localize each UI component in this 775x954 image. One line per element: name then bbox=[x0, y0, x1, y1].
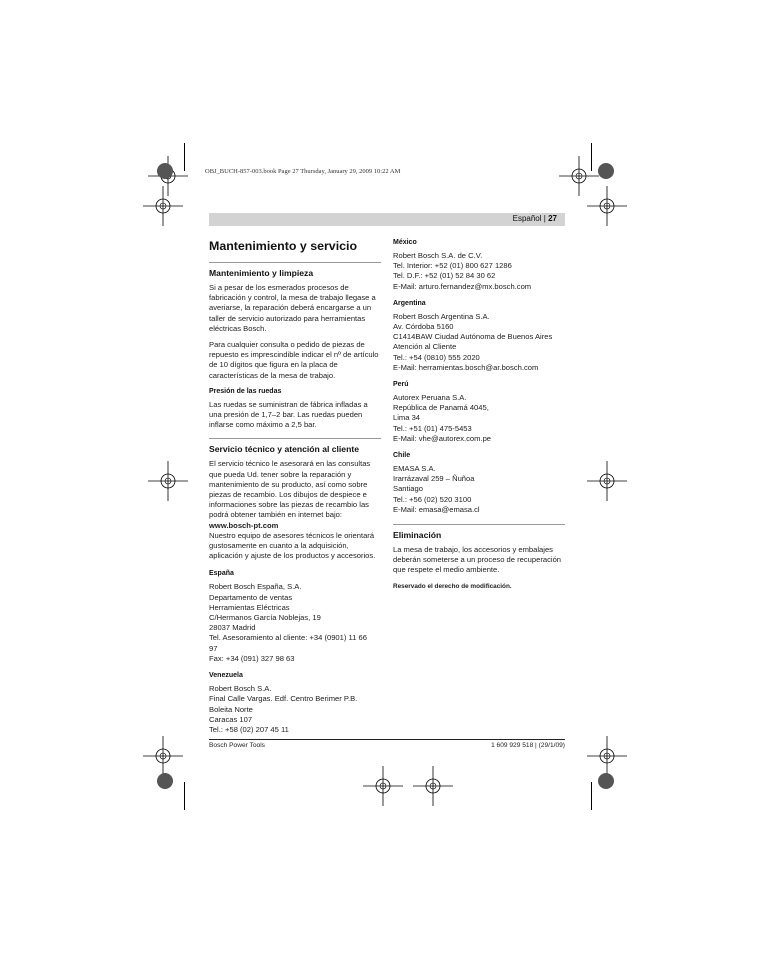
registration-mark-mid-left bbox=[148, 461, 188, 501]
crop-line-bottom-left bbox=[184, 782, 185, 810]
registration-mark-top-right-2 bbox=[587, 186, 627, 226]
address-chile bbox=[393, 464, 565, 515]
address-line: Av. Córdoba 5160 bbox=[393, 322, 454, 332]
footer-brand: Bosch Power Tools bbox=[209, 742, 265, 749]
rights-reserved-note: Reservado el derecho de modificación. bbox=[393, 582, 512, 590]
footer-rule bbox=[209, 739, 565, 740]
address-line: Tel.: +54 (0810) 555 2020 bbox=[393, 352, 480, 362]
address-venezuela bbox=[209, 684, 381, 735]
address-line: Tel. D.F.: +52 (01) 52 84 30 62 bbox=[393, 271, 496, 281]
address-line: Irarrázaval 259 – Ñuñoa bbox=[393, 474, 475, 484]
section-heading-service: Servicio técnico y atención al cliente bbox=[209, 438, 381, 455]
address-argentina bbox=[393, 312, 565, 373]
registration-mark-bottom-left bbox=[143, 736, 183, 776]
maintenance-paragraph-1: Si a pesar de los esmerados procesos de fabricación y control, la mesa de trabajo llegase a averiarse, la reparación deberá encargarse a un taller de servicio autorizado para herramientas eléctricas Bosch. bbox=[209, 283, 376, 333]
address-line: Tel. Interior: +52 (01) 800 627 1286 bbox=[393, 261, 512, 271]
address-line: C1414BAW Ciudad Autónoma de Buenos Aires bbox=[393, 332, 553, 342]
registration-mark-bottom-right bbox=[587, 736, 627, 776]
registration-mark-mid-right bbox=[587, 461, 627, 501]
address-line: E-Mail: herramientas.bosch@ar.bosch.com bbox=[393, 362, 539, 372]
address-line: Tel.: +58 (02) 207 45 11 bbox=[209, 724, 289, 734]
address-line: Autorex Peruana S.A. bbox=[393, 393, 467, 403]
address-line: E-Mail: arturo.fernandez@mx.bosch.com bbox=[393, 281, 532, 291]
address-line: Lima 34 bbox=[393, 413, 421, 423]
address-line: Tel.: +51 (01) 475-5453 bbox=[393, 423, 472, 433]
country-heading-spain: España bbox=[209, 570, 234, 578]
address-line: Robert Bosch Argentina S.A. bbox=[393, 311, 490, 321]
header-language-page bbox=[513, 214, 557, 223]
country-heading-venezuela: Venezuela bbox=[209, 672, 243, 680]
registration-mark-top-left-2 bbox=[143, 186, 183, 226]
country-heading-argentina: Argentina bbox=[393, 299, 426, 307]
right-column bbox=[393, 238, 565, 592]
address-line: Departamento de ventas bbox=[209, 592, 293, 602]
color-patch-top-left bbox=[157, 163, 173, 179]
address-line: Atención al Cliente bbox=[393, 342, 457, 352]
address-line: Tel. Asesoramiento al cliente: +34 (0901) 11 66 bbox=[209, 633, 367, 643]
address-peru bbox=[393, 393, 565, 444]
address-line: Robert Bosch España, S.A. bbox=[209, 582, 302, 592]
tire-pressure-paragraph: Las ruedas se suministran de fábrica infladas a una presión de 1,7–2 bar. Las ruedas pueden inflarse como máximo a 2,5 bar. bbox=[209, 399, 368, 430]
address-mexico bbox=[393, 251, 565, 292]
address-line: 28037 Madrid bbox=[209, 623, 256, 633]
color-patch-top-right bbox=[598, 163, 614, 179]
footer-document-number: 1 609 929 518 | (29/1/09) bbox=[491, 742, 565, 749]
website-link[interactable]: www.bosch-pt.com bbox=[209, 520, 279, 530]
maintenance-paragraph-2: Para cualquier consulta o pedido de piezas de repuesto es imprescindible indicar el nº de artículo de 10 dígitos que figura en la placa de características de la mesa de trabajo. bbox=[209, 340, 379, 380]
address-line: República de Panamá 4045, bbox=[393, 403, 489, 413]
address-line: Herramientas Eléctricas bbox=[209, 602, 290, 612]
page-number: 27 bbox=[548, 214, 557, 223]
address-line: E-Mail: emasa@emasa.cl bbox=[393, 504, 480, 514]
address-line: Robert Bosch S.A. bbox=[209, 684, 272, 694]
country-heading-peru: Perú bbox=[393, 381, 409, 389]
crop-line-top-left bbox=[184, 143, 185, 171]
header-separator: | bbox=[543, 214, 546, 223]
disposal-paragraph: La mesa de trabajo, los accesorios y embalajes deberán someterse a un proceso de recuperación que respete el medio ambiente. bbox=[393, 545, 562, 575]
page-header bbox=[209, 213, 565, 226]
address-line: EMASA S.A. bbox=[393, 464, 436, 474]
address-spain bbox=[209, 582, 381, 664]
print-slug: OBJ_BUCH-857-003.book Page 27 Thursday, January 29, 2009 10:22 AM bbox=[205, 168, 401, 175]
address-line: Tel.: +56 (02) 520 3100 bbox=[393, 494, 472, 504]
address-line: Santiago bbox=[393, 484, 423, 494]
crop-line-top-right bbox=[591, 143, 592, 171]
address-line: Robert Bosch S.A. de C.V. bbox=[393, 251, 483, 260]
section-heading-disposal: Eliminación bbox=[393, 524, 565, 541]
page-title: Mantenimiento y servicio bbox=[209, 239, 358, 253]
crop-line-bottom-right bbox=[591, 782, 592, 810]
address-line: Final Calle Vargas. Edf. Centro Berimer P.B. bbox=[209, 694, 358, 704]
address-line: C/Hermanos García Noblejas, 19 bbox=[209, 613, 321, 623]
address-line: E-Mail: vhe@autorex.com.pe bbox=[393, 433, 492, 443]
color-patch-bottom-left bbox=[157, 773, 173, 789]
country-heading-mexico: México bbox=[393, 239, 417, 246]
registration-mark-bottom-center-right bbox=[413, 766, 453, 806]
color-patch-bottom-right bbox=[598, 773, 614, 789]
section-heading-maintenance: Mantenimiento y limpieza bbox=[209, 262, 381, 279]
service-paragraph-1: El servicio técnico le asesorará en las consultas que pueda Ud. tener sobre la reparación y mantenimiento de su producto, así como sobre piezas de recambio. Los dibujos de despiece e informaciones sobre las piezas de recambio las podrá obtener también en internet bajo: bbox=[209, 459, 371, 520]
country-heading-chile: Chile bbox=[393, 452, 411, 460]
address-line: Boleita Norte bbox=[209, 704, 253, 714]
left-column bbox=[209, 238, 381, 742]
header-language: Español bbox=[512, 214, 542, 223]
address-line: Fax: +34 (091) 327 98 63 bbox=[209, 653, 295, 663]
address-line: 97 bbox=[209, 643, 218, 653]
service-paragraph-2: Nuestro equipo de asesores técnicos le orientará gustosamente en cuanto a la adquisición, aplicación y ajuste de los productos y accesorios. bbox=[209, 530, 376, 561]
subheading-tire-pressure: Presión de las ruedas bbox=[209, 387, 282, 395]
address-line: Caracas 107 bbox=[209, 714, 253, 724]
registration-mark-bottom-center-left bbox=[363, 766, 403, 806]
